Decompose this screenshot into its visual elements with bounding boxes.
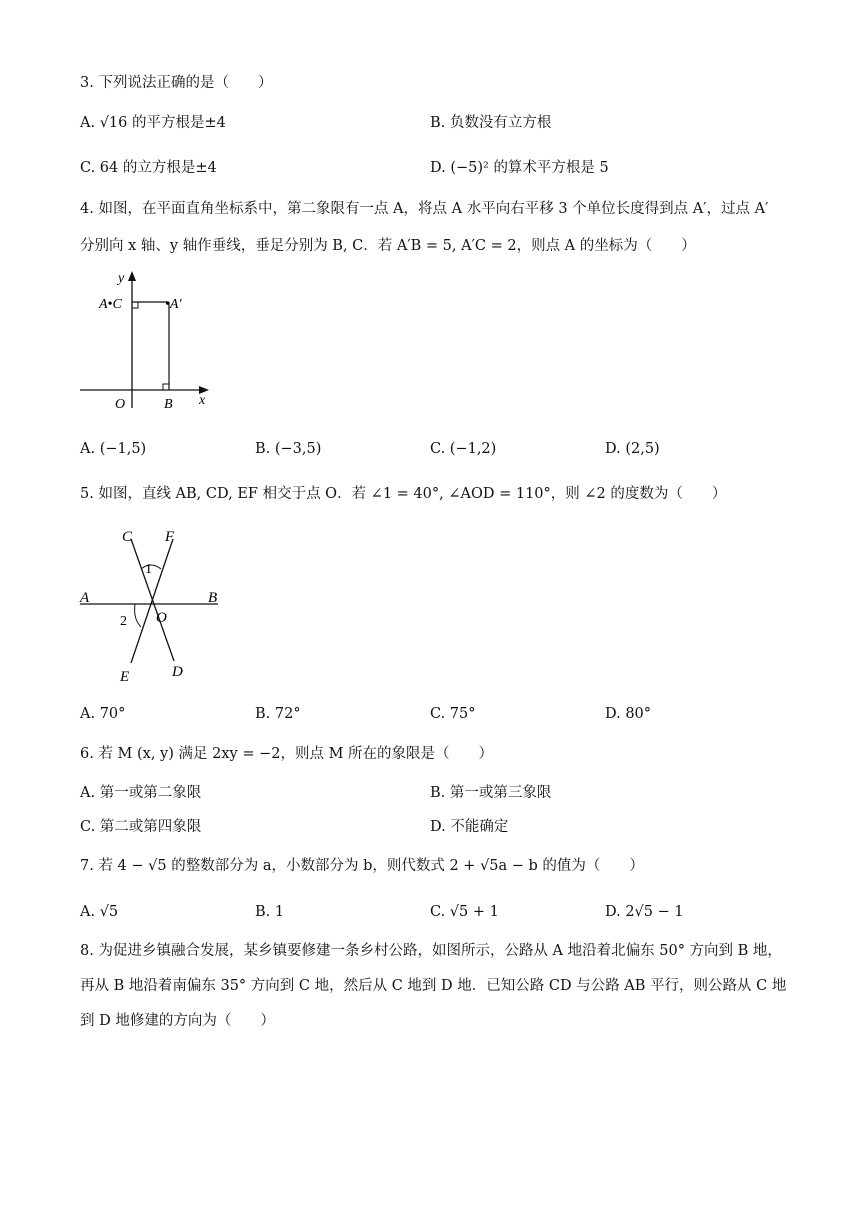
q6-stem: 6. 若 M (x, y) 满足 2xy = −2，则点 M 所在的象限是（ ） <box>80 746 494 762</box>
q3-option-b: B. 负数没有立方根 <box>430 115 552 131</box>
q4-right-angle-b <box>163 384 169 390</box>
q5-stem: 5. 如图，直线 AB, CD, EF 相交于点 O．若 ∠1 = 40°, ∠AOD = 110°，则 ∠2 的度数为（ ） <box>80 486 727 502</box>
q5-option-c: C. 75° <box>430 706 476 722</box>
q6-option-a: A. 第一或第二象限 <box>80 785 202 801</box>
q4-option-a: A. (−1,5) <box>80 441 147 457</box>
q5-option-a: A. 70° <box>80 706 126 722</box>
q5-label-e: E <box>120 669 130 685</box>
q6-option-c: C. 第二或第四象限 <box>80 819 202 835</box>
q4-label-b: B <box>164 397 173 412</box>
q5-label-d: D <box>172 664 183 680</box>
q3-option-d: D. (−5)² 的算术平方根是 5 <box>430 160 609 176</box>
q4-y-arrow <box>128 271 136 281</box>
q5-option-d: D. 80° <box>605 706 652 722</box>
q4-label-a-prime: •A′ <box>165 297 182 312</box>
q3-stem: 3. 下列说法正确的是（ ） <box>80 75 273 91</box>
q4-stem-line1: 4. 如图，在平面直角坐标系中，第二象限有一点 A，将点 A 水平向右平移 3 个单位长度得到点 A′，过点 A′ <box>80 201 769 217</box>
q3-option-a: A. √16 的平方根是±4 <box>80 115 226 131</box>
q5-label-f: F <box>165 529 175 545</box>
q5-label-c: C <box>122 529 133 545</box>
q4-label-y: y <box>118 271 125 286</box>
q5-label-1: 1 <box>145 562 152 577</box>
q4-coordinate-figure <box>75 268 215 413</box>
q5-angle-2-arc <box>135 604 141 627</box>
q4-stem-line2: 分别向 x 轴、y 轴作垂线，垂足分别为 B, C．若 A′B = 5, A′C = 2，则点 A 的坐标为（ ） <box>80 238 696 254</box>
q7-option-b: B. 1 <box>255 904 285 920</box>
q7-option-c: C. √5 + 1 <box>430 904 499 920</box>
q5-label-o: O <box>156 610 167 626</box>
q5-label-2: 2 <box>120 614 127 629</box>
q4-option-d: D. (2,5) <box>605 441 660 457</box>
q7-stem: 7. 若 4 − √5 的整数部分为 a，小数部分为 b，则代数式 2 + √5a − b 的值为（ ） <box>80 858 644 874</box>
q8-stem-line3: 到 D 地修建的方向为（ ） <box>80 1013 275 1029</box>
q7-option-a: A. √5 <box>80 904 119 920</box>
q5-option-b: B. 72° <box>255 706 301 722</box>
q4-option-c: C. (−1,2) <box>430 441 497 457</box>
q5-intersecting-lines-figure <box>75 523 235 688</box>
q5-label-a: A <box>80 590 90 606</box>
q6-option-d: D. 不能确定 <box>430 819 509 835</box>
q6-option-b: B. 第一或第三象限 <box>430 785 552 801</box>
q4-label-a-c: A•C <box>99 297 122 312</box>
q5-label-b: B <box>208 590 218 606</box>
q4-option-b: B. (−3,5) <box>255 441 322 457</box>
q4-label-x: x <box>199 393 206 408</box>
q8-stem-line1: 8. 为促进乡镇融合发展，某乡镇要修建一条乡村公路，如图所示，公路从 A 地沿着北偏东 50° 方向到 B 地， <box>80 943 782 959</box>
q8-stem-line2: 再从 B 地沿着南偏东 35° 方向到 C 地，然后从 C 地到 D 地．已知公路 CD 与公路 AB 平行，则公路从 C 地 <box>80 978 787 994</box>
q4-right-angle-c <box>132 302 138 308</box>
q4-label-o: O <box>115 397 126 412</box>
q7-option-d: D. 2√5 − 1 <box>605 904 684 920</box>
q3-option-c: C. 64 的立方根是±4 <box>80 160 217 176</box>
